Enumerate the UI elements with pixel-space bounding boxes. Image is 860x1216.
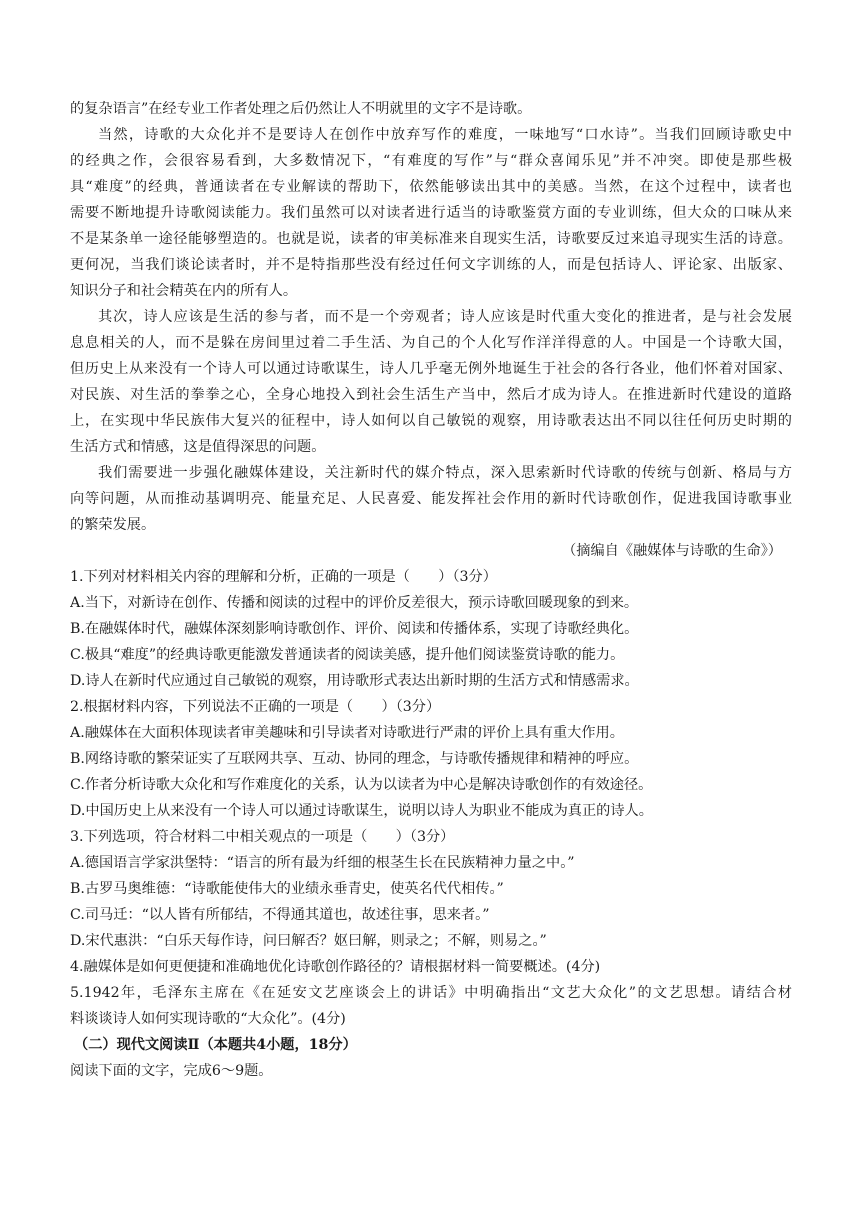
answer-option: A.当下，对新诗在创作、传播和阅读的过程中的评价反差很大，预示诗歌回暖现象的到来。 bbox=[70, 595, 639, 611]
passage-line: 需要不断地提升诗歌阅读能力。我们虽然可以对读者进行适当的诗歌鉴赏方面的专业训练，但大众的口味从来 bbox=[70, 205, 792, 221]
answer-option: C.司马迁：“以人皆有所郁结，不得通其道也，故述往事，思来者。” bbox=[70, 907, 490, 923]
answer-option: B.网络诗歌的繁荣证实了互联网共享、互动、协同的理念，与诗歌传播规律和精神的呼应。 bbox=[70, 751, 639, 767]
answer-option: D.宋代惠洪：“白乐天每作诗，问曰解否？妪曰解，则录之；不解，则易之。” bbox=[70, 933, 547, 949]
source-citation: （摘编自《融媒体与诗歌的生命》） bbox=[562, 543, 782, 559]
question-stem: 2.根据材料内容，下列说法不正确的一项是（ ）（3分） bbox=[70, 699, 441, 715]
section-heading: （二）现代文阅读Ⅱ（本题共4小题，18分） bbox=[74, 1037, 357, 1053]
passage-line: 但历史上从来没有一个诗人可以通过诗歌谋生，诗人几乎毫无例外地诞生于社会的各行各业，他们怀着对国家、 bbox=[70, 361, 792, 377]
section-intro: 阅读下面的文字，完成6～9题。 bbox=[70, 1063, 273, 1079]
passage-line: 息息相关的人，而不是躲在房间里过着二手生活、为自己的个人化写作洋洋得意的人。中国是一个诗歌大国， bbox=[70, 335, 792, 351]
passage-line: 具“难度”的经典，普通读者在专业解读的帮助下，依然能够读出其中的美感。当然，在这个过程中，读者也 bbox=[70, 179, 792, 195]
answer-option: B.在融媒体时代，融媒体深刻影响诗歌创作、评价、阅读和传播体系，实现了诗歌经典化。 bbox=[70, 621, 639, 637]
passage-line: 上，在实现中华民族伟大复兴的征程中，诗人如何以自己敏锐的观察，用诗歌表达出不同以往任何历史时期的 bbox=[70, 413, 792, 429]
passage-line: 的复杂语言”在经专业工作者处理之后仍然让人不明就里的文字不是诗歌。 bbox=[70, 101, 532, 117]
passage-line: 的繁荣发展。 bbox=[70, 517, 156, 533]
passage-line: 当然，诗歌的大众化并不是要诗人在创作中放弃写作的难度，一味地写“口水诗”。当我们回顾诗歌史中 bbox=[98, 127, 792, 143]
question-stem: 4.融媒体是如何更便捷和准确地优化诗歌创作路径的？请根据材料一简要概述。(4分) bbox=[70, 959, 601, 975]
passage-line: 不是某条单一途径能够塑造的。也就是说，读者的审美标准来自现实生活，诗歌要反过来追寻现实生活的诗意。 bbox=[70, 231, 792, 247]
passage-line: 向等问题，从而推动基调明亮、能量充足、人民喜爱、能发挥社会作用的新时代诗歌创作，促进我国诗歌事业 bbox=[70, 491, 792, 507]
answer-option: C.极具“难度”的经典诗歌更能激发普通读者的阅读美感，提升他们阅读鉴赏诗歌的能力。 bbox=[70, 647, 625, 663]
answer-option: D.中国历史上从来没有一个诗人可以通过诗歌谋生，说明以诗人为职业不能成为真正的诗人。 bbox=[70, 803, 653, 819]
passage-line: 我们需要进一步强化融媒体建设，关注新时代的媒介特点，深入思索新时代诗歌的传统与创新、格局与方 bbox=[98, 465, 792, 481]
question-stem: 5.1942年，毛泽东主席在《在延安文艺座谈会上的讲话》中明确指出“文艺大众化”的文艺思想。请结合材 bbox=[70, 985, 792, 1001]
passage-line: 知识分子和社会精英在内的所有人。 bbox=[70, 283, 298, 299]
question-stem: 3.下列选项，符合材料二中相关观点的一项是（ ）（3分） bbox=[70, 829, 455, 845]
passage-line: 生活方式和情感，这是值得深思的问题。 bbox=[70, 439, 326, 455]
question-stem: 料谈谈诗人如何实现诗歌的“大众化”。(4分) bbox=[70, 1011, 346, 1027]
passage-line: 其次，诗人应该是生活的参与者，而不是一个旁观者；诗人应该是时代重大变化的推进者，是与社会发展 bbox=[98, 309, 792, 325]
passage-line: 的经典之作，会很容易看到，大多数情况下，“有难度的写作”与“群众喜闻乐见”并不冲突。即使是那些极 bbox=[70, 153, 792, 169]
answer-option: D.诗人在新时代应通过自己敏锐的观察，用诗歌形式表达出新时期的生活方式和情感需求。 bbox=[70, 673, 639, 689]
answer-option: B.古罗马奥维德：“诗歌能使伟大的业绩永垂青史，使英名代代相传。” bbox=[70, 881, 504, 897]
answer-option: C.作者分析诗歌大众化和写作难度化的关系，认为以读者为中心是解决诗歌创作的有效途径。 bbox=[70, 777, 653, 793]
passage-line: 对民族、对生活的拳拳之心，全身心地投入到社会生活生产当中，然后才成为诗人。在推进新时代建设的道路 bbox=[70, 387, 792, 403]
answer-option: A.德国语言学家洪堡特：“语言的所有最为纤细的根茎生长在民族精神力量之中。” bbox=[70, 855, 575, 871]
question-stem: 1.下列对材料相关内容的理解和分析，正确的一项是（ ）（3分） bbox=[70, 569, 497, 585]
answer-option: A.融媒体在大面积体现读者审美趣味和引导读者对诗歌进行严肃的评价上具有重大作用。 bbox=[70, 725, 624, 741]
passage-line: 更何况，当我们谈论读者时，并不是特指那些没有经过任何文字训练的人，而是包括诗人、评论家、出版家、 bbox=[70, 257, 792, 273]
